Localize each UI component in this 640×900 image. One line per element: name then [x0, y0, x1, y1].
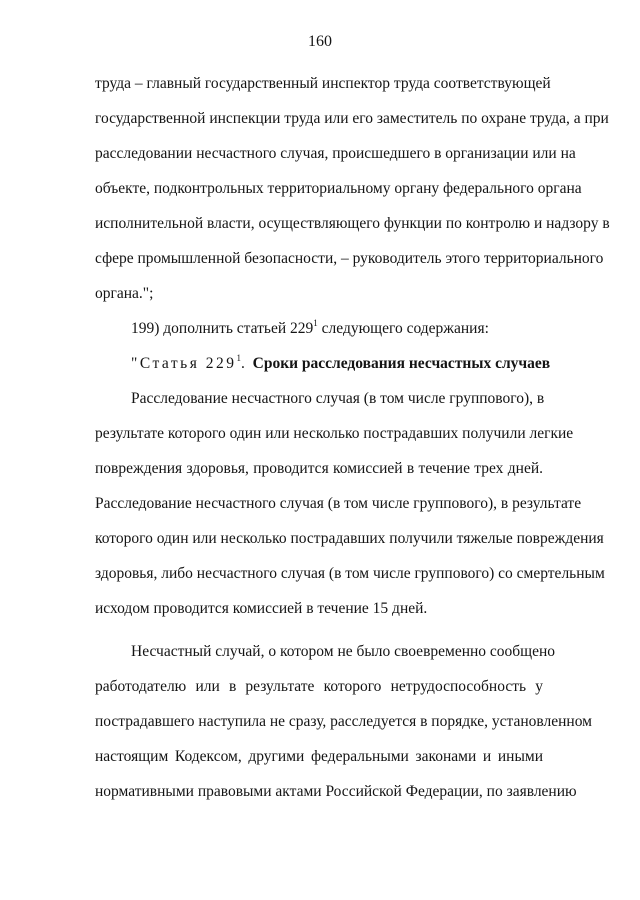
- text-line: нормативными правовыми актами Российской Федерации, по заявлению: [95, 783, 577, 800]
- text-line: повреждения здоровья, проводится комиссией в течение трех дней.: [95, 460, 543, 477]
- text-line: работодателю или в результате которого нетрудоспособность у: [95, 678, 543, 695]
- paragraph-1: [95, 66, 610, 311]
- text-line: сфере промышленной безопасности, – руководитель этого территориального: [95, 250, 604, 267]
- text-line: которого один или несколько пострадавших получили тяжелые повреждения: [95, 530, 604, 547]
- paragraph-gap: [95, 626, 543, 634]
- text-line: Расследование несчастного случая (в том числе группового), в результате: [95, 495, 582, 512]
- amendment-item-199: [95, 311, 543, 346]
- article-heading: [95, 346, 551, 381]
- text-line: труда – главный государственный инспектор труда соответствующей: [95, 75, 551, 92]
- text-line: Несчастный случай, о котором не было своевременно сообщено: [131, 643, 556, 660]
- text-line: расследовании несчастного случая, происшедшего в организации или на: [95, 145, 576, 162]
- document-body: [95, 66, 610, 809]
- text-line: Расследование несчастного случая (в том числе группового), в: [131, 390, 545, 407]
- text-line: исходом проводится комиссией в течение 15 дней.: [95, 600, 428, 617]
- article-label: "Статья 229: [131, 355, 237, 372]
- text-line: органа.";: [95, 285, 154, 302]
- text-line: настоящим Кодексом, другими федеральными законами и иными: [95, 748, 543, 765]
- text-line: объекте, подконтрольных территориальному органу федерального органа: [95, 180, 582, 197]
- item-text: следующего содержания:: [317, 320, 489, 337]
- text-line: пострадавшего наступила не сразу, расследуется в порядке, установленном: [95, 713, 592, 730]
- paragraph-2: [95, 381, 605, 626]
- page-number: 160: [308, 33, 332, 50]
- article-title: Сроки расследования несчастных случаев: [252, 355, 551, 372]
- text-line: результате которого один или несколько пострадавших получили легкие: [95, 425, 574, 442]
- text-line: исполнительной власти, осуществляющего функции по контролю и надзору в: [95, 215, 610, 232]
- text-line: государственной инспекции труда или его заместитель по охране труда, а при: [95, 110, 609, 127]
- paragraph-3: [95, 634, 592, 809]
- item-text: 199) дополнить статьей 229: [131, 320, 314, 337]
- text-line: здоровья, либо несчастного случая (в том числе группового) со смертельным: [95, 565, 605, 582]
- article-dot: .: [241, 355, 245, 372]
- superscript: 1: [313, 317, 318, 328]
- superscript: 1: [236, 352, 241, 363]
